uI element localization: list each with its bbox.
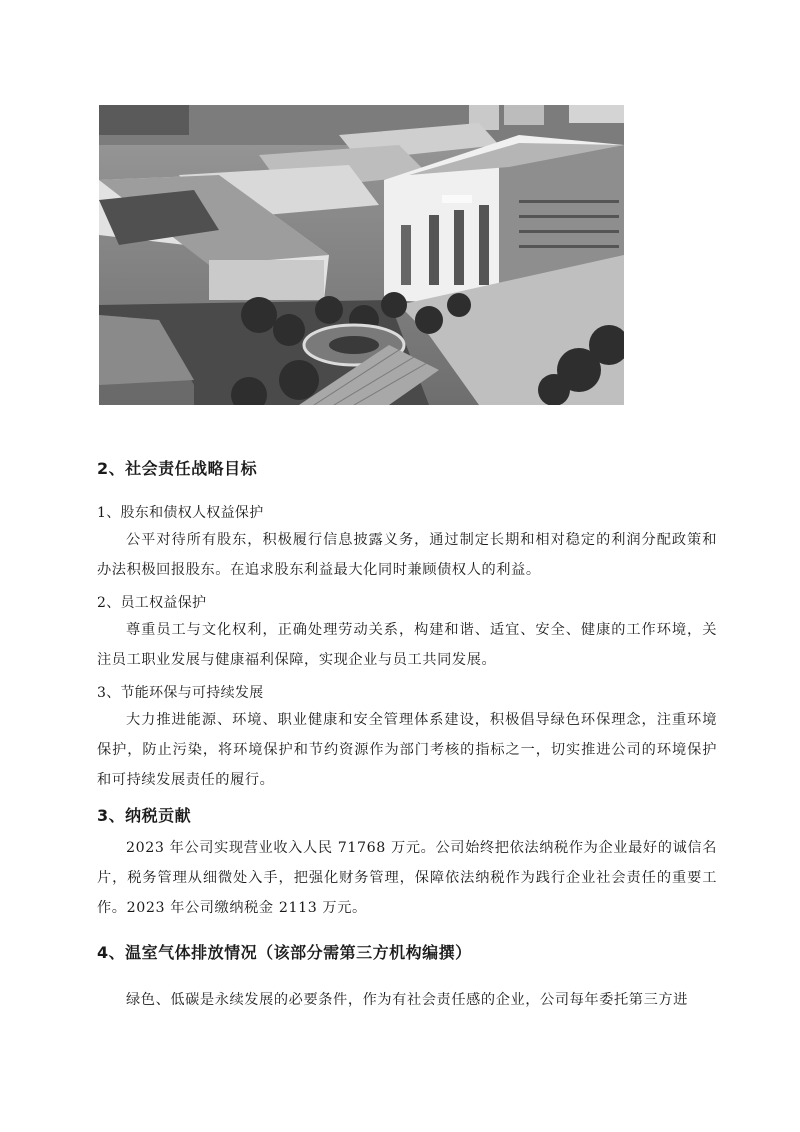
section-4-body: 绿色、低碳是永续发展的必要条件，作为有社会责任感的企业，公司每年委托第三方进 <box>126 992 688 1008</box>
factory-photo-drawing <box>99 105 624 405</box>
factory-aerial-photo <box>99 105 624 405</box>
item-2-title: 2、员工权益保护 <box>97 595 207 611</box>
item-3-body: 大力推进能源、环境、职业健康和安全管理体系建设，积极倡导绿色环保理念，注重环境保护，防止污染，将环境保护和节约资源作为部门考核的指标之一，切实推进公司的环境保护和可持续发展责任的履行。 <box>97 712 717 788</box>
section-3-heading: 3、纳税贡献 <box>97 806 192 825</box>
item-1-title: 1、股东和债权人权益保护 <box>97 505 264 521</box>
section-3-body: 2023 年公司实现营业收入人民 71768 万元。公司始终把依法纳税作为企业最好的诚信名片，税务管理从细微处入手，把强化财务管理，保障依法纳税作为践行企业社会责任的重要工作。2023 年公司缴纳税金 2113 万元。 <box>97 840 717 916</box>
section-2-heading: 2、社会责任战略目标 <box>97 459 258 478</box>
section-4-heading: 4、温室气体排放情况（该部分需第三方机构编撰） <box>97 943 472 962</box>
item-1-body: 公平对待所有股东，积极履行信息披露义务，通过制定长期和相对稳定的利润分配政策和办法积极回报股东。在追求股东利益最大化同时兼顾债权人的利益。 <box>97 532 717 578</box>
item-3-title: 3、节能环保与可持续发展 <box>97 685 264 701</box>
item-2-body: 尊重员工与文化权利，正确处理劳动关系，构建和谐、适宜、安全、健康的工作环境，关注员工职业发展与健康福利保障，实现企业与员工共同发展。 <box>97 622 717 668</box>
